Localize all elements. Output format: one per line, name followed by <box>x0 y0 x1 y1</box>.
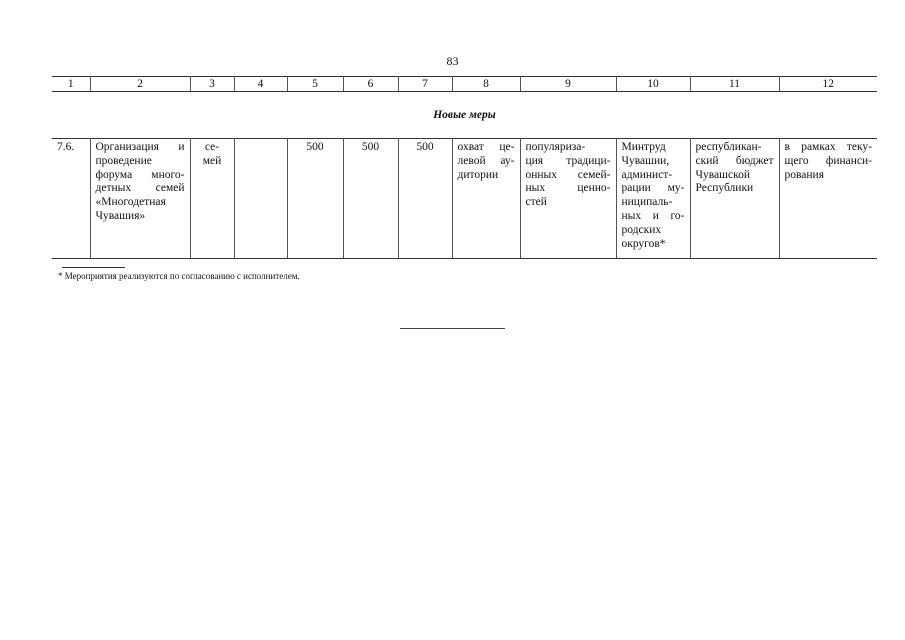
cell-line: родских <box>621 223 662 236</box>
table-row <box>52 139 877 259</box>
cell-value-5: 500 <box>287 139 343 259</box>
footnote: * Мероприятия реализуются по согласованию с исполнителем. <box>58 271 300 281</box>
cell-line: ных и го- <box>621 209 685 222</box>
column-number: 4 <box>234 77 287 92</box>
cell-effect <box>520 139 616 259</box>
cell-line: охват це- <box>457 141 515 153</box>
cell-line: в рамках теку- <box>784 141 872 153</box>
column-number: 3 <box>190 77 234 92</box>
cell-line: форума много- <box>95 168 185 181</box>
cell-line: популяриза- <box>525 141 586 153</box>
cell-value-7: 500 <box>398 139 452 259</box>
cell-name <box>90 139 190 259</box>
cell-source <box>690 139 779 259</box>
cell-line: «Многодетная <box>95 196 166 209</box>
column-number: 8 <box>452 77 520 92</box>
cell-financing <box>779 139 877 259</box>
cell-line: ниципаль- <box>621 196 673 209</box>
cell-executors <box>616 139 690 259</box>
column-number: 6 <box>343 77 398 92</box>
cell-line: се- <box>204 141 220 153</box>
end-divider <box>400 328 505 329</box>
cell-line: рования <box>784 168 824 181</box>
cell-line: мей <box>202 154 222 167</box>
cell-indicator <box>452 139 520 259</box>
cell-line: рации му- <box>621 182 685 195</box>
cell-line: округов* <box>621 237 666 250</box>
column-number: 7 <box>398 77 452 92</box>
page-number: 83 <box>446 54 459 68</box>
cell-line: Чувашия» <box>95 209 146 222</box>
column-number: 1 <box>52 77 90 92</box>
cell-line: Минтруд <box>621 141 666 153</box>
column-number: 10 <box>616 77 690 92</box>
column-number: 2 <box>90 77 190 92</box>
cell-line: ский бюджет <box>695 154 774 167</box>
cell-value-6: 500 <box>343 139 398 259</box>
cell-line: Чувашской <box>695 168 750 181</box>
cell-unit <box>190 139 234 259</box>
row-id: 7.6. <box>52 139 90 259</box>
column-number: 5 <box>287 77 343 92</box>
cell-line: ных ценно- <box>525 182 611 195</box>
cell-line: проведение <box>95 154 152 167</box>
cell-line: левой ау- <box>457 154 515 167</box>
cell-line: республикан- <box>695 141 762 153</box>
column-number-row <box>52 77 877 92</box>
measures-table <box>52 76 877 259</box>
footnote-divider <box>62 267 125 268</box>
cell-line: ция традици- <box>525 154 611 167</box>
cell-line: стей <box>525 196 547 209</box>
column-number: 9 <box>520 77 616 92</box>
column-number: 12 <box>779 77 877 92</box>
column-number: 11 <box>690 77 779 92</box>
section-row <box>52 92 877 139</box>
cell-line: детных семей <box>95 182 185 195</box>
cell-line: Чувашии, <box>621 154 670 167</box>
cell-col4 <box>234 139 287 259</box>
cell-line: админист- <box>621 168 673 181</box>
cell-line: онных семей- <box>525 168 611 181</box>
cell-line: дитории <box>457 168 499 181</box>
section-title: Новые меры <box>433 109 496 121</box>
cell-line: Республики <box>695 182 754 195</box>
cell-line: Организация и <box>95 141 185 153</box>
cell-line: щего финанси- <box>784 154 872 167</box>
